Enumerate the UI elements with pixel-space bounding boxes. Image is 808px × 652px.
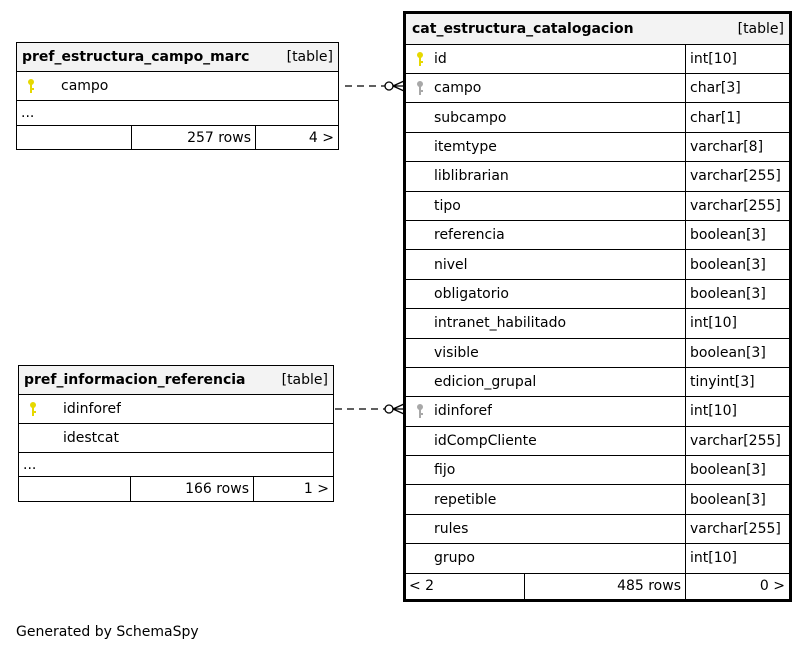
- column-row[interactable]: [406, 427, 789, 456]
- column-row[interactable]: [17, 72, 338, 101]
- column-type: boolean[3]: [685, 221, 789, 249]
- table-header[interactable]: [19, 366, 333, 395]
- column-type: boolean[3]: [685, 456, 789, 484]
- column-name: obligatorio: [434, 285, 509, 302]
- column-spacer: [406, 192, 434, 220]
- primary-key-icon: [17, 72, 45, 100]
- row-count: 257 rows: [131, 126, 255, 149]
- children-link[interactable]: 0 >: [685, 574, 789, 599]
- column-spacer: [19, 424, 47, 452]
- foreign-key-icon: [406, 397, 434, 425]
- column-spacer: [406, 103, 434, 131]
- column-name: idCompCliente: [434, 432, 537, 449]
- column-row[interactable]: [406, 309, 789, 338]
- table-footer: [17, 126, 338, 149]
- table-name: pref_informacion_referencia: [24, 372, 246, 388]
- column-name: rules: [434, 521, 469, 538]
- column-spacer: [406, 544, 434, 572]
- generated-by-footer: Generated by SchemaSpy: [16, 624, 199, 640]
- edge-campo-optional-marker: [385, 82, 393, 90]
- column-row[interactable]: [406, 192, 789, 221]
- table-cat-estructura-catalogacion[interactable]: [403, 11, 792, 602]
- column-name: itemtype: [434, 138, 497, 155]
- table-pref-estructura-campo-marc[interactable]: [16, 42, 339, 150]
- column-row[interactable]: [406, 280, 789, 309]
- column-spacer: [406, 456, 434, 484]
- column-row[interactable]: [406, 515, 789, 544]
- table-footer: [406, 574, 789, 599]
- column-spacer: [406, 339, 434, 367]
- column-spacer: [406, 309, 434, 337]
- column-spacer: [406, 485, 434, 513]
- column-row[interactable]: [406, 133, 789, 162]
- column-name: visible: [434, 344, 479, 361]
- column-type: int[10]: [685, 45, 789, 73]
- column-name: edicion_grupal: [434, 374, 537, 391]
- column-name: tipo: [434, 197, 461, 214]
- more-columns-row: [19, 453, 333, 477]
- column-spacer: [406, 280, 434, 308]
- column-name: subcampo: [434, 109, 507, 126]
- table-header[interactable]: [17, 43, 338, 72]
- column-name: repetible: [434, 491, 497, 508]
- column-type: int[10]: [685, 309, 789, 337]
- column-name: campo: [434, 80, 482, 97]
- column-spacer: [406, 133, 434, 161]
- column-spacer: [406, 221, 434, 249]
- column-type: boolean[3]: [685, 280, 789, 308]
- column-row[interactable]: [406, 339, 789, 368]
- column-spacer: [406, 250, 434, 278]
- column-type: varchar[8]: [685, 133, 789, 161]
- column-name: idestcat: [63, 430, 119, 446]
- column-row[interactable]: [406, 456, 789, 485]
- table-header[interactable]: [406, 14, 789, 45]
- column-name: referencia: [434, 227, 505, 244]
- column-name: grupo: [434, 550, 475, 567]
- ellipsis: ...: [23, 456, 37, 473]
- column-type: boolean[3]: [685, 339, 789, 367]
- column-name: liblibrarian: [434, 168, 509, 185]
- children-link[interactable]: 1 >: [253, 477, 333, 501]
- table-footer: [19, 477, 333, 501]
- column-row[interactable]: [406, 397, 789, 426]
- table-name: pref_estructura_campo_marc: [22, 49, 250, 65]
- column-type: int[10]: [685, 544, 789, 572]
- column-type: char[3]: [685, 74, 789, 102]
- row-count: 166 rows: [130, 477, 253, 501]
- column-row[interactable]: [19, 424, 333, 453]
- column-name: idinforef: [63, 401, 122, 417]
- table-name: cat_estructura_catalogacion: [412, 21, 634, 37]
- row-count: 485 rows: [524, 574, 685, 599]
- column-type: boolean[3]: [685, 250, 789, 278]
- column-name: nivel: [434, 256, 468, 273]
- column-row[interactable]: [406, 368, 789, 397]
- column-type: char[1]: [685, 103, 789, 131]
- column-row[interactable]: [19, 395, 333, 424]
- column-type: varchar[255]: [685, 427, 789, 455]
- children-link[interactable]: 4 >: [255, 126, 338, 149]
- primary-key-icon: [19, 395, 47, 423]
- parents-cell: [19, 477, 130, 501]
- column-name: fijo: [434, 462, 456, 479]
- column-row[interactable]: [406, 162, 789, 191]
- parents-cell: [17, 126, 131, 149]
- primary-key-icon: [406, 45, 434, 73]
- column-name: idinforef: [434, 403, 493, 420]
- column-row[interactable]: [406, 45, 789, 74]
- column-type: varchar[255]: [685, 192, 789, 220]
- more-columns-row: [17, 101, 338, 126]
- table-pref-informacion-referencia[interactable]: [18, 365, 334, 502]
- column-type: tinyint[3]: [685, 368, 789, 396]
- column-type: varchar[255]: [685, 515, 789, 543]
- column-name: intranet_habilitado: [434, 315, 567, 332]
- column-row[interactable]: [406, 74, 789, 103]
- column-type: varchar[255]: [685, 162, 789, 190]
- edge-idinforef-optional-marker: [385, 405, 393, 413]
- column-row[interactable]: [406, 485, 789, 514]
- column-name: campo: [61, 78, 109, 94]
- column-row[interactable]: [406, 103, 789, 132]
- ellipsis: ...: [21, 105, 35, 121]
- column-spacer: [406, 515, 434, 543]
- column-type: int[10]: [685, 397, 789, 425]
- table-kind: [table]: [737, 21, 784, 37]
- column-list: [406, 45, 789, 574]
- column-row[interactable]: [406, 544, 789, 573]
- table-kind: [table]: [281, 372, 328, 388]
- column-type: boolean[3]: [685, 485, 789, 513]
- column-row[interactable]: [406, 221, 789, 250]
- column-spacer: [406, 162, 434, 190]
- parents-link[interactable]: < 2: [409, 578, 435, 595]
- column-spacer: [406, 427, 434, 455]
- foreign-key-icon: [406, 74, 434, 102]
- column-spacer: [406, 368, 434, 396]
- column-row[interactable]: [406, 250, 789, 279]
- column-name: id: [434, 51, 447, 67]
- table-kind: [table]: [286, 49, 333, 65]
